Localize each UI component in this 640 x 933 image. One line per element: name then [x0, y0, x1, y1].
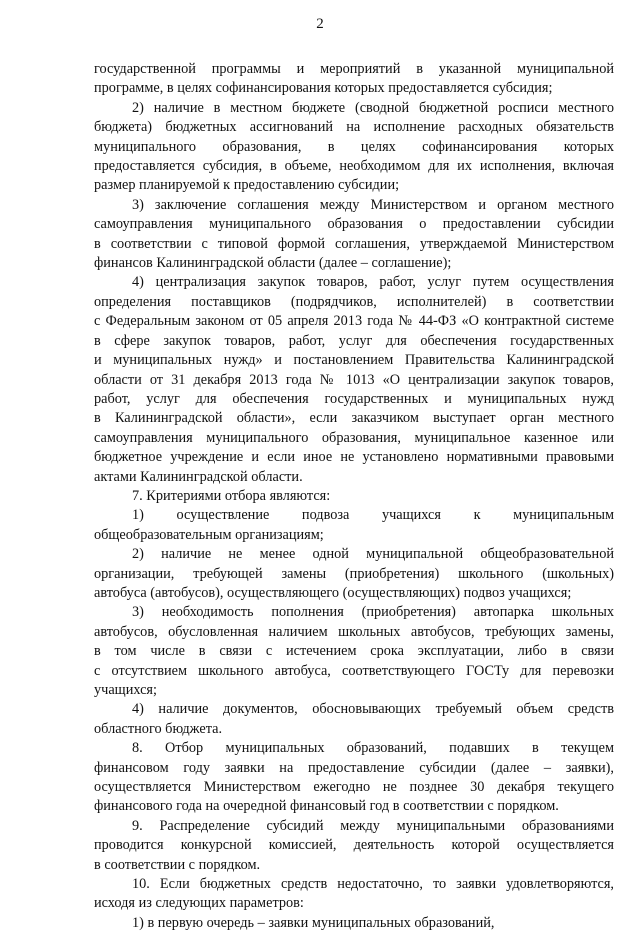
text-line: осуществляется Министерством ежегодно не позднее 30 декабря текущего	[94, 779, 614, 796]
text-line: бюджетное учреждение и если иное не установлено нормативными правовыми	[94, 449, 614, 466]
text-line: с Федеральным законом от 05 апреля 2013 года № 44-ФЗ «О контрактной системе	[94, 313, 614, 330]
text-line: и муниципальных нужд» и постановлением Правительства Калининградской	[94, 352, 614, 369]
text-line: 2) наличие не менее одной муниципальной общеобразовательной	[132, 546, 614, 563]
text-line: исходя из следующих параметров:	[94, 895, 304, 912]
paragraph	[94, 60, 614, 99]
text-line: 10. Если бюджетных средств недостаточно, то заявки удовлетворяются,	[132, 876, 614, 893]
text-line: 3) необходимость пополнения (приобретения) автопарка школьных	[132, 604, 614, 621]
paragraph	[94, 273, 614, 486]
text-line: областного бюджета.	[94, 720, 223, 737]
text-line: государственной программы и мероприятий в указанной муниципальной	[94, 61, 614, 77]
text-line: проводится конкурсной комиссией, деятельность которой осуществляется	[94, 837, 614, 854]
text-line: размер планируемой к предоставлению субсидии;	[94, 177, 400, 194]
text-line: в соответствии с порядком.	[94, 856, 261, 873]
text-line: с отсутствием школьного автобуса, соответствующего ГОСТу для перевозки	[94, 662, 614, 679]
paragraph	[94, 739, 614, 817]
text-line: самоуправления муниципального образования, муниципальное казенное или	[94, 429, 614, 446]
text-line: общеобразовательным организациям;	[94, 526, 324, 543]
text-line: работ, услуг для обеспечения государственных и муниципальных нужд	[94, 390, 614, 407]
paragraph	[94, 196, 614, 274]
text-line: самоуправления муниципального образования о предоставлении субсидии	[94, 216, 614, 233]
text-line: муниципального образования, в целях софинансирования которых	[94, 138, 614, 155]
paragraph	[94, 914, 614, 933]
paragraph	[94, 506, 614, 545]
paragraph	[94, 875, 614, 914]
paragraph	[94, 487, 614, 506]
text-line: предоставляется субсидия, в объеме, необходимом для их исполнения, включая	[94, 158, 614, 175]
text-line: автобусов, обусловленная наличием школьных автобусов, требующих замены,	[94, 623, 614, 640]
text-line: 3) заключение соглашения между Министерством и органом местного	[132, 196, 614, 213]
page-number: 2	[316, 16, 324, 32]
text-line: определения поставщиков (подрядчиков, исполнителей) в соответствии	[94, 293, 614, 310]
text-line: в том числе в связи с истечением срока эксплуатации, либо в связи	[94, 643, 614, 660]
text-line: 1) в первую очередь – заявки муниципальных образований,	[132, 914, 495, 931]
text-line: 4) централизация закупок товаров, работ, услуг путем осуществления	[132, 274, 614, 291]
text-line: 1) осуществление подвоза учащихся к муниципальным	[132, 507, 614, 524]
text-line: 7. Критериями отбора являются:	[132, 487, 331, 504]
text-line: финансовом году заявки на предоставление субсидии (далее – заявки),	[94, 759, 614, 776]
text-line: 2) наличие в местном бюджете (сводной бюджетной росписи местного	[132, 99, 614, 116]
text-line: 8. Отбор муниципальных образований, подавших в текущем	[132, 740, 614, 757]
text-line: актами Калининградской области.	[94, 468, 303, 485]
document-body	[94, 60, 614, 933]
text-line: автобуса (автобусов), осуществляющего (осуществляющих) подвоз учащихся;	[94, 584, 572, 601]
text-line: финансового года на очередной финансовый год в соответствии с порядком.	[94, 798, 559, 815]
paragraph	[94, 700, 614, 739]
text-line: 9. Распределение субсидий между муниципальными образованиями	[132, 817, 614, 834]
text-line: 4) наличие документов, обосновывающих требуемый объем средств	[132, 701, 614, 718]
text-line: в соответствии с типовой формой соглашения, утверждаемой Министерством	[94, 235, 614, 252]
text-line: финансов Калининградской области (далее – соглашение);	[94, 255, 452, 272]
text-line: области от 31 декабря 2013 года № 1013 «О централизации закупок товаров,	[94, 371, 614, 388]
paragraph	[94, 817, 614, 875]
paragraph	[94, 545, 614, 603]
paragraph	[94, 603, 614, 700]
text-line: в сфере закупок товаров, работ, услуг для обеспечения государственных	[94, 332, 614, 349]
text-line: программе, в целях софинансирования которых предоставляется субсидия;	[94, 80, 553, 97]
paragraph	[94, 99, 614, 196]
text-line: организации, требующей замены (приобретения) школьного (школьных)	[94, 565, 614, 582]
text-line: в Калининградской области», если заказчиком выступает орган местного	[94, 410, 614, 427]
text-line: бюджета) бюджетных ассигнований на исполнение расходных обязательств	[94, 119, 614, 136]
text-line: учащихся;	[94, 682, 157, 698]
